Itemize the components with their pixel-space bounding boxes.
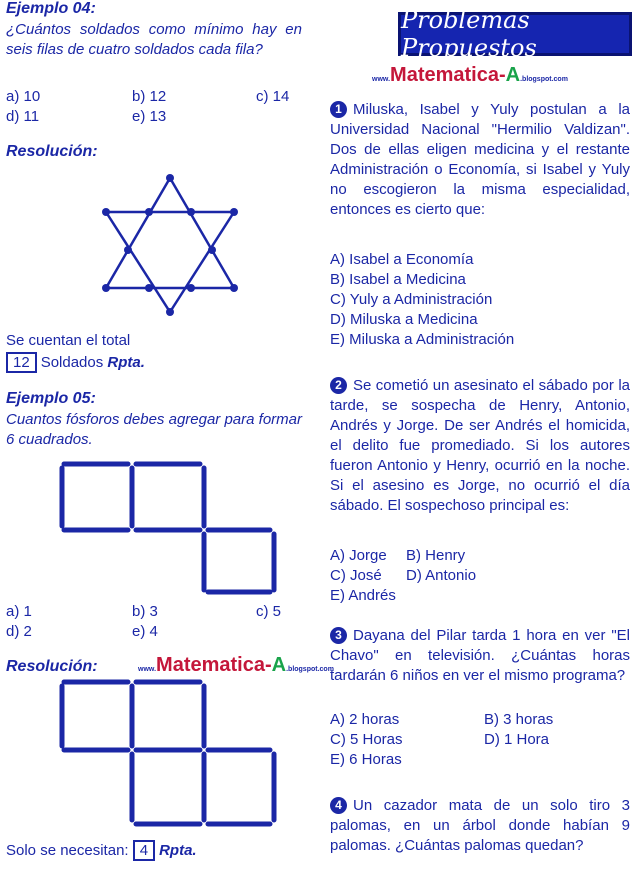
- problem-2-option-b: B) Henry: [406, 547, 466, 564]
- soldier-dot: [187, 284, 195, 292]
- option-d: d) 2: [6, 623, 32, 640]
- soldier-dot: [230, 208, 238, 216]
- answer-05: [6, 840, 197, 861]
- problem-1-option-e: E) Miluska a Administración: [330, 331, 515, 348]
- problem-1-option-b: B) Isabel a Medicina: [330, 271, 466, 288]
- problem-1: [330, 100, 630, 220]
- answer-box: 12: [6, 352, 37, 373]
- resolucion-05-heading: Resolución:: [6, 658, 98, 675]
- matchstick-figure-solution: [58, 676, 288, 832]
- answer-word: Soldados: [40, 354, 104, 371]
- problem-2-option-d: D) Antonio: [406, 567, 477, 584]
- answer-prefix: Solo se necesitan:: [6, 842, 129, 859]
- problem-4: [330, 796, 630, 856]
- option-b: b) 3: [132, 603, 158, 620]
- problem-2: [330, 376, 630, 516]
- soldier-dot: [145, 284, 153, 292]
- problem-number-badge: 1: [330, 101, 347, 118]
- ejemplo-04-question: ¿Cuántos soldados como mínimo hay en seis filas de cuatro soldados cada fila?: [6, 21, 302, 58]
- soldier-dot: [124, 246, 132, 254]
- problem-3-option-a: A) 2 horas: [330, 711, 400, 728]
- option-a: a) 10: [6, 88, 41, 105]
- problem-2-option-e: E) Andrés: [330, 587, 396, 604]
- problem-number-badge: 3: [330, 627, 347, 644]
- problem-2-option-c: C) José: [330, 567, 382, 584]
- ejemplo-05-title: Ejemplo 05:: [6, 390, 96, 407]
- problem-text: Miluska, Isabel y Yuly postulan a la Universidad Nacional "Hermilio Valdizan". Dos de ellas eligen medicina y el restante Administración o Economía, si Isabel y Yuly no escogieron la misma especialidad, entonces es cierto que:: [330, 101, 630, 218]
- problemas-propuestos-banner: Problemas Propuestos: [398, 12, 632, 56]
- problem-number-badge: 2: [330, 377, 347, 394]
- soldier-dot: [102, 208, 110, 216]
- problem-2-option-a: A) Jorge: [330, 547, 387, 564]
- problem-3-option-d: D) 1 Hora: [484, 731, 550, 748]
- option-e: e) 13: [132, 108, 167, 125]
- rpta-label: Rpta.: [159, 842, 197, 859]
- option-a: a) 1: [6, 603, 32, 620]
- problem-3-option-e: E) 6 Horas: [330, 751, 402, 768]
- star-triangle-down: [106, 212, 234, 312]
- option-e: e) 4: [132, 623, 158, 640]
- option-d: d) 11: [6, 108, 40, 125]
- problem-1-option-d: D) Miluska a Medicina: [330, 311, 478, 328]
- problem-3-option-b: B) 3 horas: [484, 711, 554, 728]
- star-of-david-diagram: [100, 172, 240, 320]
- soldier-dot: [187, 208, 195, 216]
- soldier-dot: [145, 208, 153, 216]
- problem-text: Un cazador mata de un solo tiro 3 palomas, en un árbol donde habían 9 palomas. ¿Cuántas palomas quedan?: [330, 797, 630, 854]
- problem-3: [330, 626, 630, 686]
- soldier-dot: [102, 284, 110, 292]
- problem-number-badge: 4: [330, 797, 347, 814]
- problem-1-option-a: A) Isabel a Economía: [330, 251, 474, 268]
- problem-text: Se cometió un asesinato el sábado por la tarde, se sospecha de Henry, Antonio, Andrés y Jorge. De ser Andrés el homicida, el delito fue promediado. Si los autores fueron Antonio y Henry, ocurrió en la noche. Si el asesino es Jorge, no ocurrió el día sábado. El sospechoso principal es:: [330, 377, 630, 514]
- rpta-label: Rpta.: [107, 354, 145, 371]
- site-logo: www.Matematica-A.blogspot.com: [372, 64, 568, 86]
- total-text: Se cuentan el total: [6, 332, 131, 349]
- ejemplo-05-question: Cuantos fósforos debes agregar para formar 6 cuadrados.: [6, 411, 302, 448]
- problem-3-option-c: C) 5 Horas: [330, 731, 403, 748]
- option-c: c) 14: [256, 88, 290, 105]
- option-b: b) 12: [132, 88, 167, 105]
- soldier-dot: [166, 174, 174, 182]
- site-logo: www.Matematica-A.blogspot.com: [138, 654, 334, 676]
- star-triangle-up: [106, 178, 234, 288]
- resolucion-04-heading: Resolución:: [6, 143, 98, 160]
- matchstick-figure-initial: [58, 456, 288, 596]
- problem-text: Dayana del Pilar tarda 1 hora en ver "El Chavo" en televisión. ¿Cuántas horas tardarán 6 niños en ver el mismo programa?: [330, 627, 630, 684]
- answer-04: [6, 352, 145, 373]
- ejemplo-04-title: Ejemplo 04:: [6, 0, 96, 17]
- option-c: c) 5: [256, 603, 282, 620]
- answer-box: 4: [133, 840, 155, 861]
- soldier-dot: [208, 246, 216, 254]
- problem-1-option-c: C) Yuly a Administración: [330, 291, 493, 308]
- soldier-dot: [166, 308, 174, 316]
- soldier-dot: [230, 284, 238, 292]
